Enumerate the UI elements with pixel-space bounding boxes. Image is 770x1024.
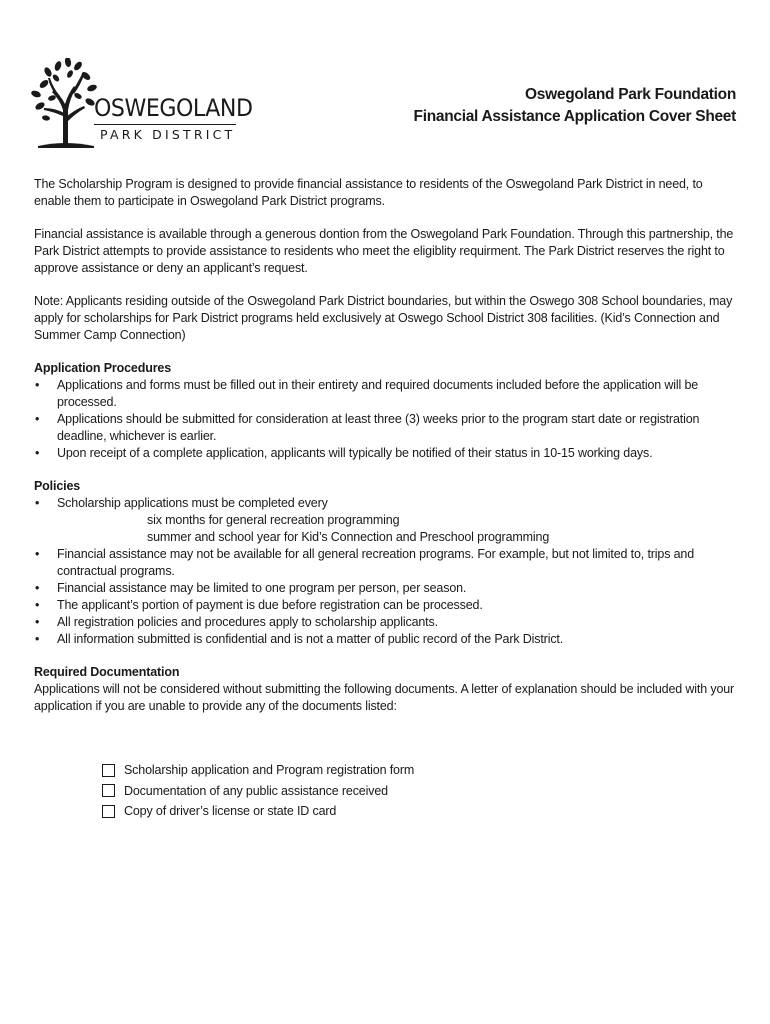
document-title xyxy=(414,84,736,128)
park-district-logo xyxy=(30,58,253,154)
title-line-2: Financial Assistance Application Cover Sheet xyxy=(413,108,736,125)
procedures-heading: Application Procedures xyxy=(34,361,172,375)
checklist-item[interactable] xyxy=(102,801,414,822)
intro-paragraph-2: Financial assistance is available through a generous dontion from the Oswegoland Park Foundation. Through this partnership, the Park District attempts to provide assistance to residents who meet the eligiblity requirment. The Park District reserves the right to approve assistance or deny an applicant’s request. xyxy=(34,227,734,275)
documentation-heading: Required Documentation xyxy=(34,665,180,679)
list-item: • Applications should be submitted for consideration at least three (3) weeks prior to the program start date or registration deadline, whichever is earlier. xyxy=(34,411,738,445)
logo-divider xyxy=(94,124,236,125)
checkbox[interactable] xyxy=(102,805,115,818)
title-line-1: Oswegoland Park Foundation xyxy=(525,86,736,103)
list-item: • Upon receipt of a complete application, applicants will typically be notified of their status in 10-15 working days. xyxy=(34,445,738,462)
checkbox[interactable] xyxy=(102,784,115,797)
checklist-label: Documentation of any public assistance received xyxy=(124,783,388,798)
policies-heading: Policies xyxy=(34,479,81,493)
list-item xyxy=(34,495,738,546)
list-item: • Financial assistance may not be available for all general recreation programs. For example, but not limited to, trips and contractual programs. xyxy=(34,546,738,580)
checklist-item[interactable] xyxy=(102,760,414,781)
list-item: • The applicant’s portion of payment is due before registration can be processed. xyxy=(34,597,738,614)
list-item: • Financial assistance may be limited to one program per person, per season. xyxy=(34,580,738,597)
required-documents-checklist xyxy=(102,760,414,822)
documentation-section xyxy=(34,664,738,715)
intro-paragraph-1: The Scholarship Program is designed to provide financial assistance to residents of the Oswegoland Park District in need, to enable them to participate in Oswegoland Park District programs. xyxy=(34,177,703,208)
policies-list xyxy=(34,495,738,648)
sub-item: six months for general recreation programming xyxy=(147,513,400,527)
policies-section xyxy=(34,478,738,648)
procedures-list xyxy=(34,377,738,462)
list-item: • All registration policies and procedures apply to scholarship applicants. xyxy=(34,614,738,631)
checklist-item[interactable] xyxy=(102,781,414,802)
checklist-label: Scholarship application and Program registration form xyxy=(124,763,415,778)
list-item: • All information submitted is confidential and is not a matter of public record of the Park District. xyxy=(34,631,738,648)
logo-wordmark: OSWEGOLAND xyxy=(94,94,253,122)
documentation-text: Applications will not be considered without submitting the following documents. A letter of explanation should be included with your application if you are unable to provide any of the documents listed: xyxy=(34,682,735,713)
procedures-section xyxy=(34,360,738,462)
sub-item: summer and school year for Kid’s Connection and Preschool programming xyxy=(147,530,550,544)
checklist-label: Copy of driver’s license or state ID card xyxy=(124,804,337,819)
document-body xyxy=(34,176,738,731)
note-paragraph: Note: Applicants residing outside of the Oswegoland Park District boundaries, but within the Oswego 308 School boundaries, may apply for scholarships for Park District programs held exclusively at Oswego School District 308 facilities. (Kid’s Connection and Summer Camp Connection) xyxy=(34,294,733,342)
checkbox[interactable] xyxy=(102,764,115,777)
tree-icon xyxy=(30,58,100,148)
list-item: • Applications and forms must be filled out in their entirety and required documents included before the application will be processed. xyxy=(34,377,738,411)
list-item-text: • Scholarship applications must be completed every xyxy=(57,496,328,510)
logo-subtitle: PARK DISTRICT xyxy=(100,127,236,142)
